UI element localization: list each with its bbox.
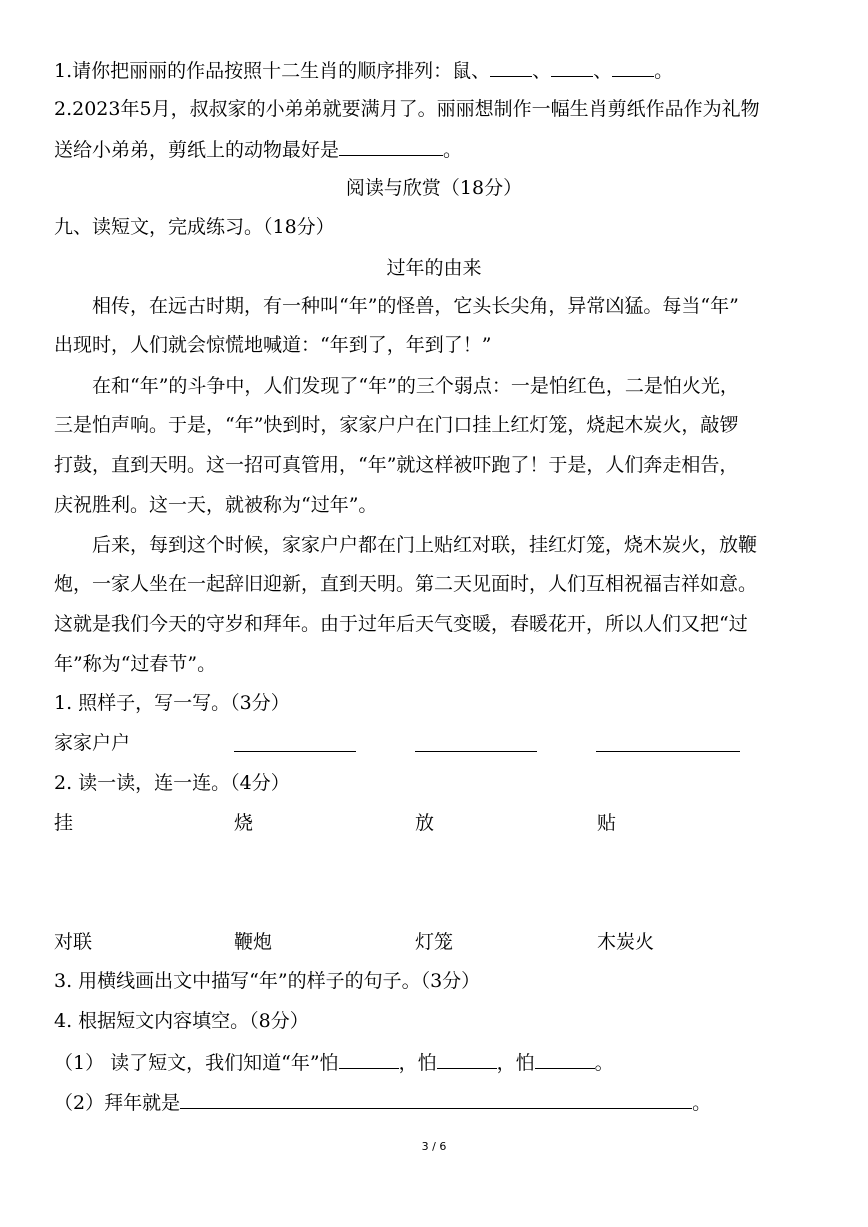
passage-p3-line1: 后来，每到这个时候，家家户户都在门上贴红对联，挂红灯笼，烧木炭火，放鞭 bbox=[92, 534, 758, 556]
verb-item[interactable]: 挂 bbox=[54, 812, 74, 834]
connector: ，怕 bbox=[496, 1052, 535, 1074]
period: 。 bbox=[594, 1052, 614, 1074]
noun-item[interactable]: 灯笼 bbox=[415, 931, 454, 953]
verb-item[interactable]: 放 bbox=[415, 812, 435, 834]
question-1-text: 1.请你把丽丽的作品按照十二生肖的顺序排列：鼠、 bbox=[54, 60, 491, 82]
exercise-1-blank-3[interactable] bbox=[596, 750, 740, 752]
question-9-title: 九、读短文，完成练习。（18分） bbox=[54, 216, 335, 238]
passage-p2-line3: 打鼓，直到天明。这一招可真管用，“年”就这样被吓跑了！于是，人们奔走相告， bbox=[54, 454, 739, 476]
period: 。 bbox=[654, 60, 674, 82]
section-title: 阅读与欣赏（18分） bbox=[345, 177, 523, 199]
passage-p2-line4: 庆祝胜利。这一天，就被称为“过年”。 bbox=[54, 494, 378, 516]
fear-blank-3[interactable] bbox=[535, 1049, 595, 1069]
exercise-1-example: 家家户户 bbox=[54, 732, 131, 754]
noun-item[interactable]: 鞭炮 bbox=[234, 931, 273, 953]
bainian-answer-blank[interactable] bbox=[180, 1089, 692, 1109]
exercise-4-title: 4. 根据短文内容填空。（8分） bbox=[54, 1010, 309, 1032]
exercise-4-part-2-text: （2）拜年就是 bbox=[54, 1092, 181, 1114]
question-2-line-2 bbox=[54, 136, 818, 162]
question-1 bbox=[54, 57, 818, 83]
passage-p2-line1: 在和“年”的斗争中，人们发现了“年”的三个弱点：一是怕红色，二是怕火光， bbox=[92, 375, 739, 397]
exercise-4-part-1 bbox=[54, 1049, 818, 1075]
answer-blank-3[interactable] bbox=[612, 57, 654, 77]
answer-blank-animal[interactable] bbox=[339, 136, 443, 156]
question-2-line-1: 2.2023年5月，叔叔家的小弟弟就要满月了。丽丽想制作一幅生肖剪纸作品作为礼物 bbox=[54, 98, 760, 120]
answer-blank-2[interactable] bbox=[551, 57, 593, 77]
fear-blank-2[interactable] bbox=[437, 1049, 497, 1069]
noun-item[interactable]: 木炭火 bbox=[597, 931, 655, 953]
passage-p3-line4: 年”称为“过春节”。 bbox=[54, 653, 217, 675]
separator: 、 bbox=[593, 60, 613, 82]
fear-blank-1[interactable] bbox=[339, 1049, 399, 1069]
noun-item[interactable]: 对联 bbox=[54, 931, 93, 953]
exercise-2-title: 2. 读一读，连一连。（4分） bbox=[54, 772, 290, 794]
question-2-text: 送给小弟弟，剪纸上的动物最好是 bbox=[54, 139, 340, 161]
connector: ，怕 bbox=[398, 1052, 437, 1074]
verb-item[interactable]: 烧 bbox=[234, 812, 254, 834]
passage-p2-line2: 三是怕声响。于是，“年”快到时，家家户户在门口挂上红灯笼，烧起木炭火，敲锣 bbox=[54, 414, 739, 436]
exercise-3-title: 3. 用横线画出文中描写“年”的样子的句子。（3分） bbox=[54, 970, 481, 992]
exercise-1-blank-2[interactable] bbox=[415, 750, 537, 752]
passage-title: 过年的由来 bbox=[386, 257, 482, 279]
exercise-1-blank-1[interactable] bbox=[234, 750, 356, 752]
exercise-1-title: 1. 照样子，写一写。（3分） bbox=[54, 692, 290, 714]
separator: 、 bbox=[532, 60, 552, 82]
passage-p3-line3: 这就是我们今天的守岁和拜年。由于过年后天气变暖，春暖花开，所以人们又把“过 bbox=[54, 613, 748, 635]
passage-p1-line1: 相传，在远古时期，有一种叫“年”的怪兽，它头长尖角，异常凶猛。每当“年” bbox=[92, 295, 739, 317]
page-number: 3 / 6 bbox=[421, 1140, 447, 1153]
passage-p3-line2: 炮，一家人坐在一起辞旧迎新，直到天明。第二天见面时，人们互相祝福吉祥如意。 bbox=[54, 573, 758, 595]
period: 。 bbox=[692, 1092, 712, 1114]
exercise-4-part-1-text: （1） 读了短文，我们知道“年”怕 bbox=[54, 1052, 339, 1074]
verb-item[interactable]: 贴 bbox=[597, 812, 617, 834]
answer-blank-1[interactable] bbox=[490, 57, 532, 77]
passage-p1-line2: 出现时，人们就会惊慌地喊道：“年到了，年到了！” bbox=[54, 334, 492, 356]
exercise-4-part-2 bbox=[54, 1089, 818, 1115]
period: 。 bbox=[443, 139, 463, 161]
